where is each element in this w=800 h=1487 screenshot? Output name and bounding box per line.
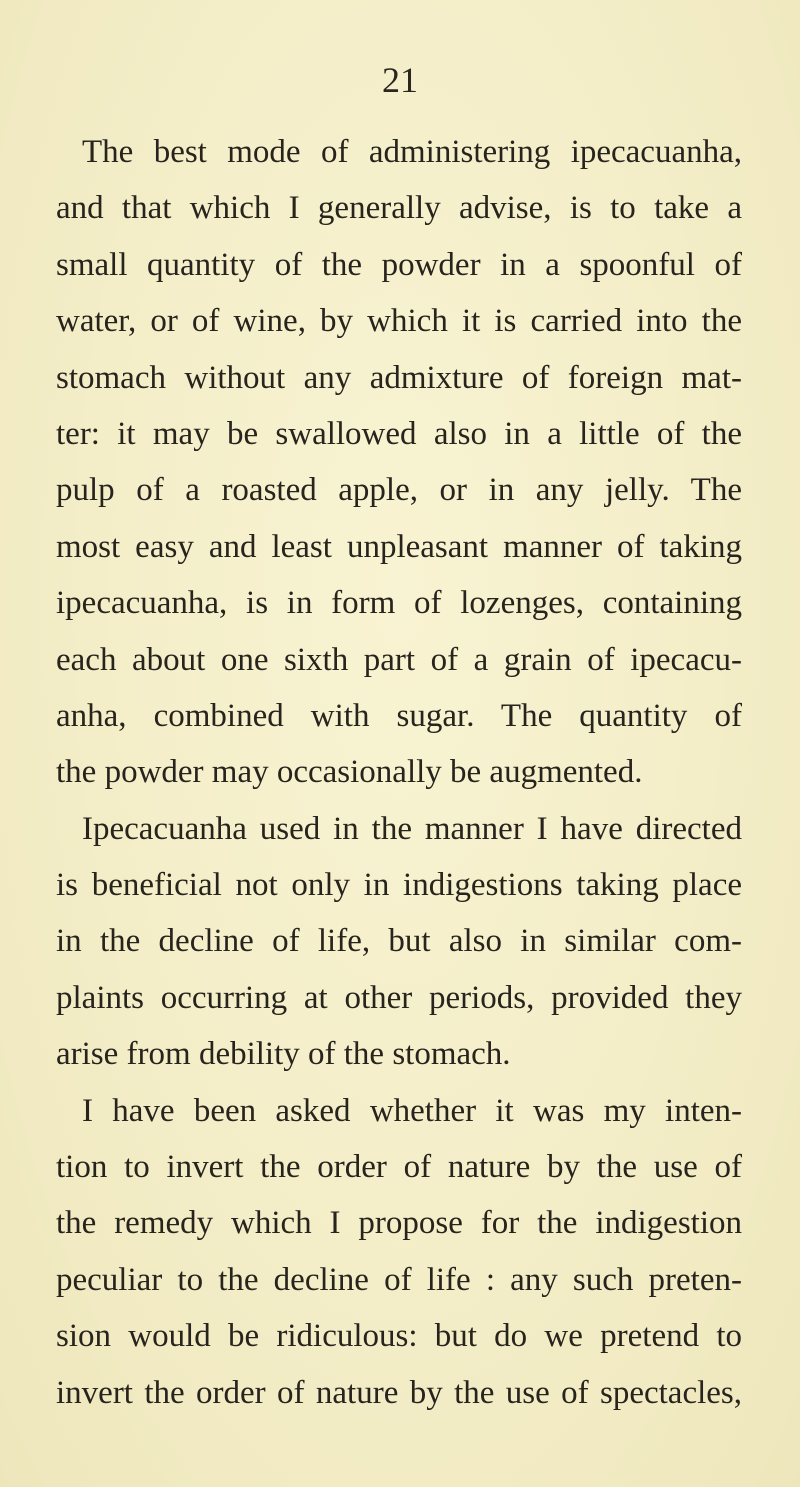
text-line: arise from debility of the stomach. bbox=[56, 1036, 511, 1073]
text-line: stomach without any admixture of foreign mat- bbox=[56, 359, 742, 396]
text-line: The best mode of administering ipecacuanha, bbox=[82, 134, 742, 170]
text-line: is beneficial not only in indigestions taking place bbox=[56, 867, 742, 904]
text-line: and that which I generally advise, is to take a bbox=[56, 190, 742, 227]
text-line: invert the order of nature by the use of spectacles, bbox=[56, 1374, 742, 1411]
body-text bbox=[56, 124, 742, 1421]
text-line: ipecacuanha, is in form of lozenges, containing bbox=[56, 585, 742, 622]
text-line: in the decline of life, but also in similar com- bbox=[56, 923, 742, 960]
text-line: Ipecacuanha used in the manner I have directed bbox=[82, 810, 742, 847]
text-line: anha, combined with sugar. The quantity of bbox=[56, 697, 742, 734]
text-line: each about one sixth part of a grain of ipecacu- bbox=[56, 641, 742, 678]
page-number: 21 bbox=[382, 60, 418, 100]
text-line: water, or of wine, by which it is carried into the bbox=[56, 303, 742, 340]
text-line: small quantity of the powder in a spoonful of bbox=[56, 246, 742, 283]
text-line: ter: it may be swallowed also in a little of the bbox=[56, 415, 742, 452]
text-line: plaints occurring at other periods, provided they bbox=[56, 979, 742, 1016]
text-line: pulp of a roasted apple, or in any jelly. The bbox=[56, 472, 742, 509]
text-line: most easy and least unpleasant manner of taking bbox=[56, 528, 742, 565]
text-line: I have been asked whether it was my inten- bbox=[82, 1092, 742, 1129]
text-line: peculiar to the decline of life : any such preten- bbox=[56, 1261, 742, 1298]
text-line: the remedy which I propose for the indigestion bbox=[56, 1205, 742, 1242]
text-line: sion would be ridiculous: but do we pretend to bbox=[56, 1318, 742, 1355]
text-line: the powder may occasionally be augmented. bbox=[56, 754, 643, 791]
text-line: tion to invert the order of nature by the use of bbox=[56, 1149, 742, 1186]
